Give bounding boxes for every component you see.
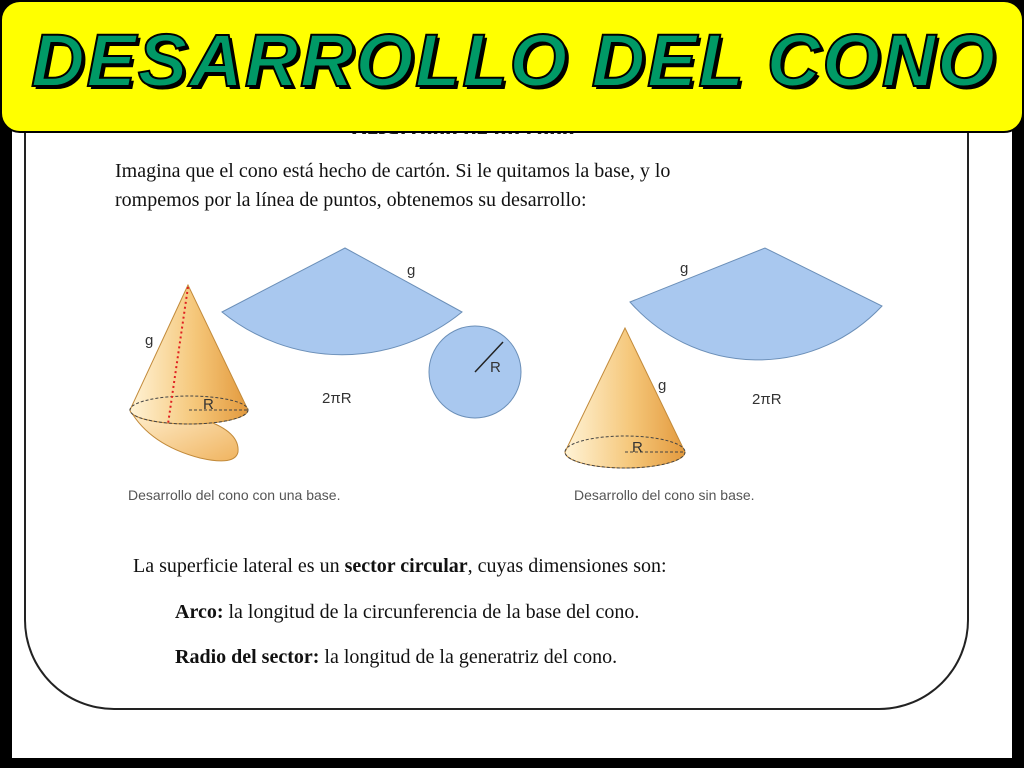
- intro-line-2: rompemos por la línea de puntos, obtenemos su desarrollo:: [115, 189, 587, 211]
- right-figure-caption: Desarrollo del cono sin base.: [574, 487, 755, 503]
- right-sector: [630, 248, 882, 360]
- right-cone-R-label: R: [632, 439, 643, 456]
- title-banner: [0, 0, 1024, 133]
- arco-definition: [175, 598, 639, 626]
- right-cone-body: [565, 328, 685, 468]
- radio-text: la longitud de la generatriz del cono.: [319, 646, 618, 668]
- left-cone-body: [130, 285, 248, 424]
- arco-term: Arco:: [175, 601, 224, 623]
- right-sector-2piR-label: 2πR: [752, 391, 782, 408]
- page-title: DESARROLLO DEL CONO: [31, 19, 997, 102]
- right-sector-g-label: g: [680, 260, 689, 277]
- lateral-bold: sector circular: [344, 555, 468, 577]
- left-sector: [222, 248, 462, 355]
- right-cone-g-label: g: [658, 377, 667, 394]
- radio-term: Radio del sector:: [175, 646, 320, 668]
- base-circle-R-label: R: [490, 359, 501, 376]
- intro-line-1: Imagina que el cono está hecho de cartón. Si le quitamos la base, y lo: [115, 160, 671, 182]
- lateral-suffix: , cuyas dimensiones son:: [467, 555, 667, 577]
- lateral-prefix: La superficie lateral es un: [133, 555, 345, 577]
- left-figure-caption: Desarrollo del cono con una base.: [128, 487, 341, 503]
- radio-definition: [175, 643, 617, 671]
- arco-text: la longitud de la circunferencia de la base del cono.: [223, 601, 640, 623]
- left-cone-R-label: R: [203, 396, 214, 413]
- left-cone-g-label: g: [145, 332, 154, 349]
- left-sector-g-label: g: [407, 262, 416, 279]
- left-sector-2piR-label: 2πR: [322, 390, 352, 407]
- lateral-surface-text: [133, 552, 667, 580]
